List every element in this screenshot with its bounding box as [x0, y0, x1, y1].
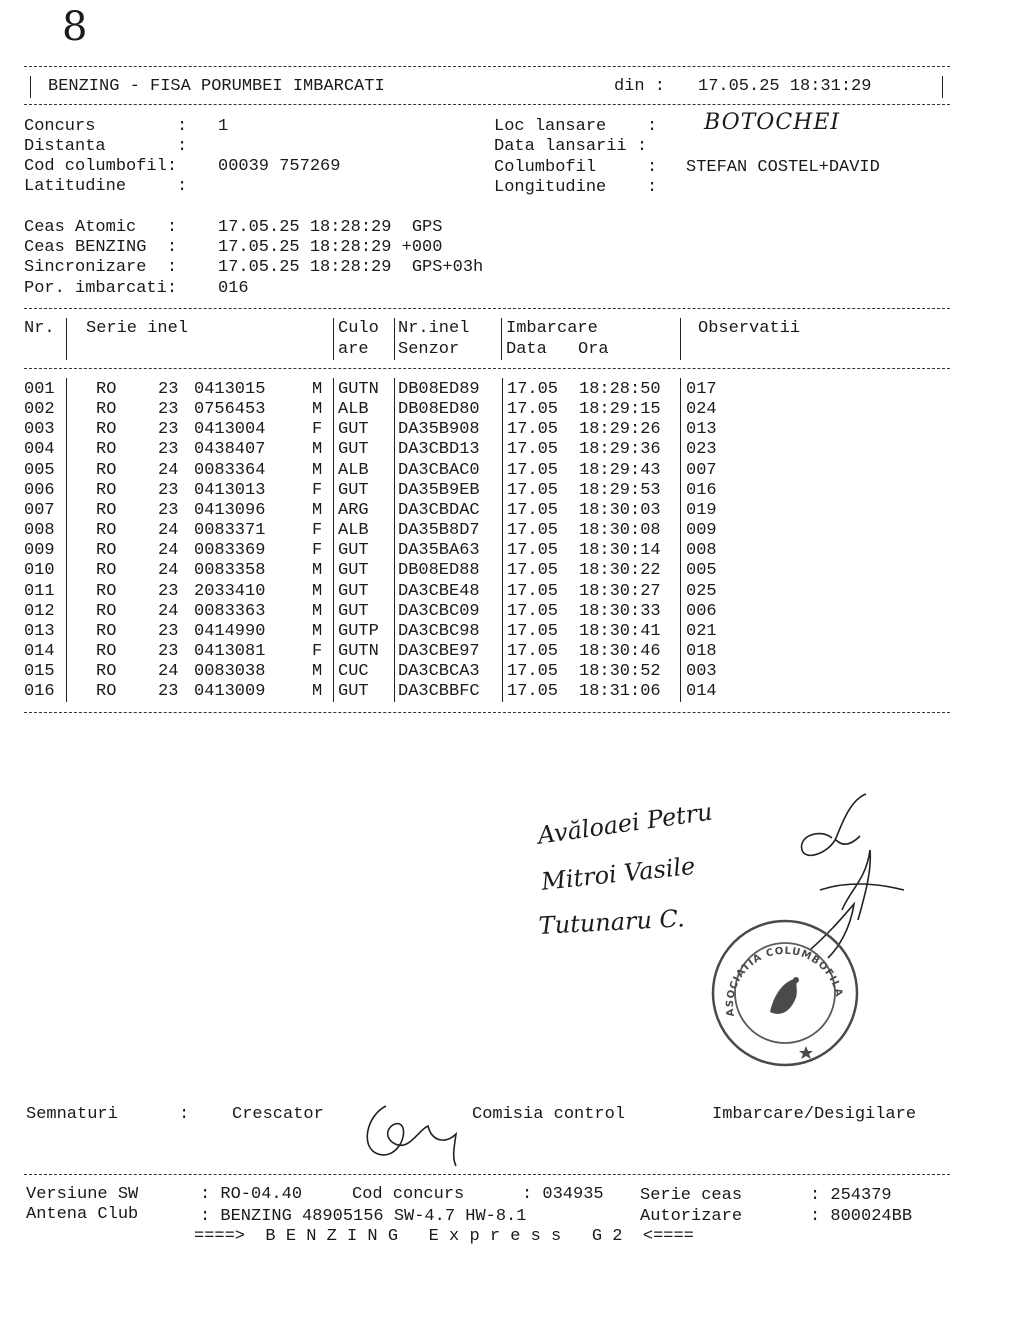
- document-title: BENZING - FISA PORUMBEI IMBARCATI: [48, 77, 385, 96]
- cell-senzor: DA3CBE48: [398, 581, 480, 601]
- cell-senzor: DA3CBC98: [398, 621, 480, 641]
- cell-sex: F: [312, 521, 323, 541]
- cell-data: 17.05: [507, 420, 559, 440]
- cell-culoare: GUT: [338, 561, 369, 581]
- cell-an: 23: [158, 581, 179, 601]
- cell-ora: 18:30:33: [579, 601, 661, 621]
- header-right-border: [942, 76, 943, 98]
- semnaturi-label: Semnaturi :: [26, 1105, 190, 1124]
- cell-sex: M: [312, 601, 323, 621]
- cell-an: 23: [158, 420, 179, 440]
- header-bottom-rule: [24, 104, 950, 105]
- col-header-ora: Ora: [578, 340, 609, 359]
- cell-ora: 18:30:27: [579, 581, 661, 601]
- col-header-serie: Serie inel: [86, 319, 189, 338]
- header-sep-5: [680, 318, 681, 360]
- cell-obs: 006: [686, 601, 717, 621]
- header-sep-2: [333, 318, 334, 360]
- cell-ora: 18:29:53: [579, 480, 661, 500]
- header-din-label: din :: [614, 77, 666, 96]
- cell-data: 17.05: [507, 621, 559, 641]
- cell-sex: M: [312, 682, 323, 702]
- cell-nr: 013: [24, 621, 55, 641]
- cell-obs: 014: [686, 682, 717, 702]
- cell-data: 17.05: [507, 460, 559, 480]
- cell-an: 24: [158, 521, 179, 541]
- handwritten-name-2: Mitroi Vasile: [540, 851, 697, 896]
- cell-ora: 18:30:08: [579, 521, 661, 541]
- club-stamp: [708, 916, 862, 1068]
- header-sep-4: [501, 318, 502, 360]
- cell-culoare: GUTN: [338, 641, 379, 661]
- cell-obs: 008: [686, 541, 717, 561]
- table-bottom-rule: [24, 712, 950, 713]
- cell-culoare: GUTN: [338, 380, 379, 399]
- cell-sex: M: [312, 500, 323, 520]
- cell-senzor: DA3CBAC0: [398, 460, 480, 480]
- cell-sex: M: [312, 581, 323, 601]
- cell-tara: RO: [96, 521, 117, 541]
- ceas-benzing-label: Ceas BENZING :: [24, 238, 178, 257]
- cell-an: 23: [158, 500, 179, 520]
- cell-nr: 007: [24, 500, 55, 520]
- cell-culoare: GUT: [338, 601, 369, 621]
- cell-obs: 024: [686, 400, 717, 420]
- cell-ora: 18:30:46: [579, 641, 661, 661]
- antena-club-value: : BENZING 48905156 SW-4.7 HW-8.1: [200, 1207, 527, 1226]
- cell-senzor: DA3CBC09: [398, 601, 480, 621]
- cell-culoare: CUC: [338, 662, 369, 682]
- cell-tara: RO: [96, 662, 117, 682]
- handwritten-page-number: 8: [62, 4, 88, 50]
- cell-nr: 005: [24, 460, 55, 480]
- cell-sex: M: [312, 440, 323, 460]
- cell-data: 17.05: [507, 440, 559, 460]
- col-header-nrinel-1: Nr.inel: [398, 319, 470, 338]
- header-left-border: [30, 76, 31, 98]
- cell-obs: 025: [686, 581, 717, 601]
- cell-senzor: DA3CBD13: [398, 440, 480, 460]
- cell-an: 24: [158, 460, 179, 480]
- cell-data: 17.05: [507, 380, 559, 399]
- table-row: [0, 481, 950, 501]
- versiune-sw-value: : RO-04.40: [200, 1185, 303, 1204]
- cell-culoare: ALB: [338, 400, 369, 420]
- cell-tara: RO: [96, 460, 117, 480]
- table-row: [0, 440, 950, 460]
- cell-nr: 015: [24, 662, 55, 682]
- por-imbarcati-label: Por. imbarcati:: [24, 279, 178, 298]
- cell-inel: 0083369: [194, 541, 266, 561]
- cell-obs: 019: [686, 500, 717, 520]
- cell-sex: F: [312, 641, 323, 661]
- cell-nr: 012: [24, 601, 55, 621]
- col-header-culoare-1: Culo: [338, 319, 379, 338]
- footer-top-rule: [24, 1174, 950, 1175]
- cell-data: 17.05: [507, 521, 559, 541]
- cell-tara: RO: [96, 380, 117, 399]
- cell-nr: 010: [24, 561, 55, 581]
- cell-tara: RO: [96, 621, 117, 641]
- columbofil-value: STEFAN COSTEL+DAVID: [686, 158, 880, 177]
- cell-ora: 18:30:03: [579, 500, 661, 520]
- cell-inel: 0413081: [194, 641, 266, 661]
- cell-inel: 0414990: [194, 621, 266, 641]
- cell-sex: F: [312, 420, 323, 440]
- sincronizare-value: 17.05.25 18:28:29 GPS+03h: [218, 258, 484, 277]
- ceas-atomic-value: 17.05.25 18:28:29 GPS: [218, 218, 443, 237]
- cell-tara: RO: [96, 682, 117, 702]
- cell-culoare: ALB: [338, 460, 369, 480]
- handwritten-name-1: Avăloaei Petru: [536, 797, 715, 850]
- table-header-bottom-rule: [24, 368, 950, 369]
- cell-ora: 18:30:41: [579, 621, 661, 641]
- versiune-sw-label: Versiune SW: [26, 1185, 139, 1204]
- cell-culoare: GUT: [338, 541, 369, 561]
- cell-inel: 0083364: [194, 460, 266, 480]
- cell-inel: 0413004: [194, 420, 266, 440]
- col-header-imbarcare: Imbarcare: [506, 319, 598, 338]
- col-header-nrinel-2: Senzor: [398, 340, 460, 359]
- comisia-control-label: Comisia control: [472, 1105, 626, 1124]
- cell-culoare: GUT: [338, 581, 369, 601]
- cell-ora: 18:29:15: [579, 400, 661, 420]
- cell-tara: RO: [96, 541, 117, 561]
- cod-concurs-label: Cod concurs: [352, 1185, 465, 1204]
- cell-senzor: DA35B9EB: [398, 480, 480, 500]
- columbofil-label: Columbofil :: [494, 158, 658, 177]
- cell-nr: 002: [24, 400, 55, 420]
- cell-tara: RO: [96, 420, 117, 440]
- cell-an: 23: [158, 380, 179, 399]
- table-row: [0, 602, 950, 622]
- cell-an: 24: [158, 561, 179, 581]
- cell-obs: 018: [686, 641, 717, 661]
- cell-data: 17.05: [507, 500, 559, 520]
- cell-inel: 0413096: [194, 500, 266, 520]
- concurs-value: 1: [218, 117, 229, 136]
- col-header-culoare-2: are: [338, 340, 369, 359]
- sincronizare-label: Sincronizare :: [24, 258, 178, 277]
- col-header-data: Data: [506, 340, 547, 359]
- cell-an: 23: [158, 621, 179, 641]
- cell-an: 23: [158, 440, 179, 460]
- cell-tara: RO: [96, 601, 117, 621]
- crescator-signature: [356, 1096, 486, 1168]
- cell-senzor: DA3CBDAC: [398, 500, 480, 520]
- cell-inel: 0083371: [194, 521, 266, 541]
- latitudine-label: Latitudine :: [24, 177, 188, 196]
- table-row: [0, 501, 950, 521]
- cell-ora: 18:30:14: [579, 541, 661, 561]
- cell-ora: 18:31:06: [579, 682, 661, 702]
- cell-senzor: DB08ED89: [398, 380, 480, 399]
- table-row: [0, 582, 950, 602]
- cell-tara: RO: [96, 440, 117, 460]
- cell-inel: 0438407: [194, 440, 266, 460]
- cell-nr: 009: [24, 541, 55, 561]
- cell-inel: 2033410: [194, 581, 266, 601]
- cell-tara: RO: [96, 561, 117, 581]
- stamp-text: ASOCIATIA COLUMBOFILA: [724, 945, 845, 1018]
- cell-senzor: DA35B8D7: [398, 521, 480, 541]
- cell-obs: 007: [686, 460, 717, 480]
- cell-an: 23: [158, 682, 179, 702]
- cell-tara: RO: [96, 500, 117, 520]
- ceas-atomic-label: Ceas Atomic :: [24, 218, 178, 237]
- table-row: [0, 380, 950, 400]
- table-row: [0, 541, 950, 561]
- table-row: [0, 622, 950, 642]
- cell-culoare: GUT: [338, 682, 369, 702]
- cell-data: 17.05: [507, 641, 559, 661]
- cell-obs: 023: [686, 440, 717, 460]
- cell-nr: 004: [24, 440, 55, 460]
- cell-nr: 003: [24, 420, 55, 440]
- cell-obs: 016: [686, 480, 717, 500]
- cell-an: 23: [158, 480, 179, 500]
- cell-senzor: DA35B908: [398, 420, 480, 440]
- ceas-benzing-value: 17.05.25 18:28:29 +000: [218, 238, 443, 257]
- table-row: [0, 521, 950, 541]
- cell-obs: 005: [686, 561, 717, 581]
- cell-nr: 011: [24, 581, 55, 601]
- longitudine-label: Longitudine :: [494, 178, 658, 197]
- cell-sex: F: [312, 541, 323, 561]
- cell-senzor: DA3CBE97: [398, 641, 480, 661]
- cell-nr: 006: [24, 480, 55, 500]
- cell-senzor: DB08ED88: [398, 561, 480, 581]
- table-top-rule: [24, 308, 950, 309]
- cell-inel: 0083363: [194, 601, 266, 621]
- cell-sex: M: [312, 662, 323, 682]
- cell-ora: 18:29:43: [579, 460, 661, 480]
- cell-inel: 0413009: [194, 682, 266, 702]
- cod-concurs-value: : 034935: [522, 1185, 604, 1204]
- cell-an: 24: [158, 662, 179, 682]
- cell-nr: 016: [24, 682, 55, 702]
- cell-an: 24: [158, 541, 179, 561]
- antena-club-label: Antena Club: [26, 1205, 139, 1224]
- table-row: [0, 642, 950, 662]
- cell-data: 17.05: [507, 480, 559, 500]
- cell-tara: RO: [96, 480, 117, 500]
- cell-sex: M: [312, 460, 323, 480]
- cell-an: 23: [158, 400, 179, 420]
- loc-lansare-label: Loc lansare :: [494, 117, 658, 136]
- cell-nr: 001: [24, 380, 55, 399]
- cell-an: 24: [158, 601, 179, 621]
- col-header-observatii: Observatii: [698, 319, 801, 338]
- cell-sex: M: [312, 561, 323, 581]
- imbarcare-desigilare-label: Imbarcare/Desigilare: [712, 1105, 917, 1124]
- cell-an: 23: [158, 641, 179, 661]
- table-row: [0, 461, 950, 481]
- cell-ora: 18:29:26: [579, 420, 661, 440]
- cell-inel: 0413015: [194, 380, 266, 399]
- cell-obs: 017: [686, 380, 717, 399]
- header-top-rule: [24, 66, 950, 67]
- cell-culoare: GUTP: [338, 621, 379, 641]
- cell-culoare: ARG: [338, 500, 369, 520]
- table-row: [0, 682, 950, 702]
- cell-senzor: DB08ED80: [398, 400, 480, 420]
- cod-columbofil-label: Cod columbofil:: [24, 157, 178, 176]
- cell-obs: 021: [686, 621, 717, 641]
- cell-data: 17.05: [507, 662, 559, 682]
- cell-obs: 009: [686, 521, 717, 541]
- distanta-label: Distanta :: [24, 137, 188, 156]
- table-row: [0, 561, 950, 581]
- concurs-label: Concurs :: [24, 117, 188, 136]
- handwritten-name-3: Tutunaru C.: [538, 904, 686, 940]
- serie-ceas-label: Serie ceas: [640, 1186, 743, 1205]
- cell-data: 17.05: [507, 682, 559, 702]
- cell-ora: 18:29:36: [579, 440, 661, 460]
- cell-ora: 18:30:22: [579, 561, 661, 581]
- cell-senzor: DA35BA63: [398, 541, 480, 561]
- cell-data: 17.05: [507, 581, 559, 601]
- cell-obs: 013: [686, 420, 717, 440]
- cell-data: 17.05: [507, 541, 559, 561]
- cod-columbofil-value: 00039 757269: [218, 157, 341, 176]
- header-sep-1: [66, 318, 67, 360]
- table-row: [0, 662, 950, 682]
- por-imbarcati-value: 016: [218, 279, 249, 298]
- cell-obs: 003: [686, 662, 717, 682]
- col-header-nr: Nr.: [24, 319, 55, 338]
- cell-ora: 18:30:52: [579, 662, 661, 682]
- cell-inel: 0083038: [194, 662, 266, 682]
- crescator-label: Crescator: [232, 1105, 324, 1124]
- cell-data: 17.05: [507, 561, 559, 581]
- cell-sex: M: [312, 400, 323, 420]
- autorizare-value: : 800024BB: [810, 1207, 913, 1226]
- table-row: [0, 420, 950, 440]
- header-datetime: 17.05.25 18:31:29: [698, 77, 872, 96]
- benzing-express-banner: ====> B E N Z I N G E x p r e s s G 2 <====: [194, 1227, 694, 1246]
- cell-nr: 008: [24, 521, 55, 541]
- cell-sex: F: [312, 480, 323, 500]
- table-row: [0, 400, 950, 420]
- cell-sex: M: [312, 380, 323, 399]
- serie-ceas-value: : 254379: [810, 1186, 892, 1205]
- cell-nr: 014: [24, 641, 55, 661]
- loc-lansare-handwritten: BOTOCHEI: [704, 110, 841, 135]
- cell-data: 17.05: [507, 601, 559, 621]
- cell-culoare: ALB: [338, 521, 369, 541]
- cell-inel: 0756453: [194, 400, 266, 420]
- cell-inel: 0083358: [194, 561, 266, 581]
- cell-culoare: GUT: [338, 480, 369, 500]
- data-lansarii-label: Data lansarii :: [494, 137, 648, 156]
- cell-senzor: DA3CBCA3: [398, 662, 480, 682]
- cell-ora: 18:28:50: [579, 380, 661, 399]
- cell-inel: 0413013: [194, 480, 266, 500]
- autorizare-label: Autorizare: [640, 1207, 743, 1226]
- header-sep-3: [394, 318, 395, 360]
- cell-tara: RO: [96, 400, 117, 420]
- cell-data: 17.05: [507, 400, 559, 420]
- cell-sex: M: [312, 621, 323, 641]
- cell-culoare: GUT: [338, 440, 369, 460]
- cell-culoare: GUT: [338, 420, 369, 440]
- cell-tara: RO: [96, 581, 117, 601]
- cell-tara: RO: [96, 641, 117, 661]
- cell-senzor: DA3CBBFC: [398, 682, 480, 702]
